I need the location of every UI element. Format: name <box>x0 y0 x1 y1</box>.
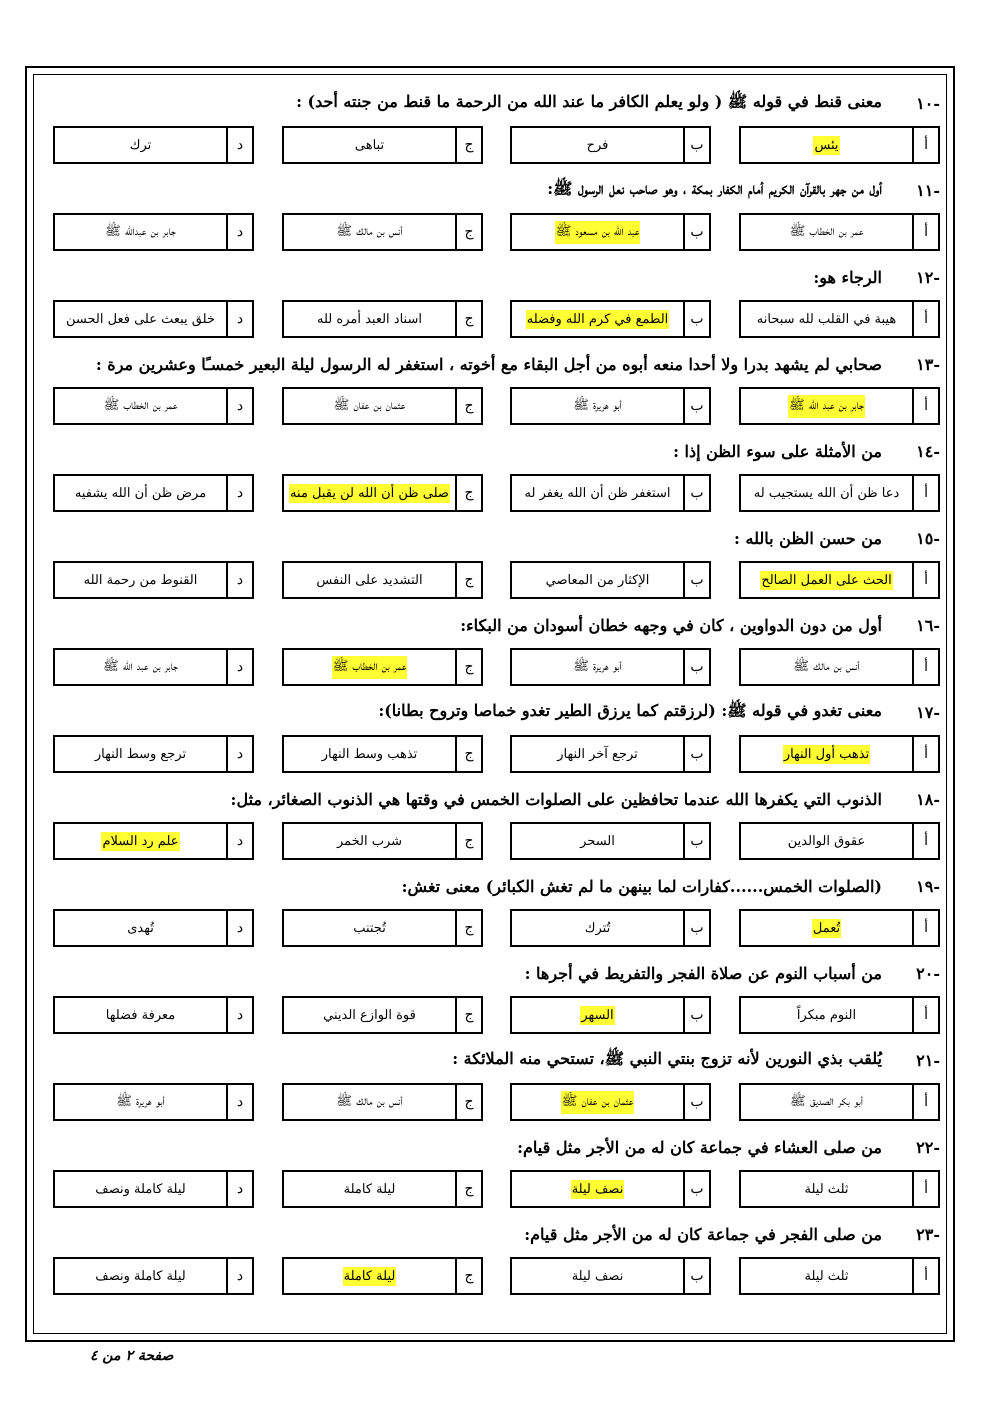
option-text: تباهى <box>354 137 385 153</box>
option-text-cell <box>512 737 683 771</box>
question-text: الذنوب التي يكفرها الله عندما تحافظين على الصلوات الخمس في وقتها هي الذنوب الصغائر، مثل: <box>230 789 882 809</box>
question-number: -١٥ <box>916 528 940 548</box>
option-text-cell <box>741 302 912 336</box>
option-text-cell <box>284 1259 455 1293</box>
question-block <box>34 1132 946 1216</box>
option-text-cell <box>512 911 683 945</box>
option-text: أنس بن مالك ﷺ <box>336 1093 403 1109</box>
question-block <box>34 1045 946 1129</box>
option-letter: أ <box>912 128 938 162</box>
option-text-cell <box>512 824 683 858</box>
answer-option[interactable] <box>739 213 940 251</box>
options-row <box>52 648 940 688</box>
option-text-cell <box>284 650 455 684</box>
option-letter: ب <box>683 650 709 684</box>
option-text: ليلة كاملة ونصف <box>95 1181 186 1197</box>
option-text-cell <box>512 476 683 510</box>
option-text: عمر بن الخطاب ﷺ <box>789 223 864 239</box>
option-text: ترجع وسط النهار <box>94 746 187 762</box>
option-letter: ج <box>455 824 481 858</box>
answer-option[interactable] <box>282 126 483 164</box>
question-number: -٢٢ <box>916 1137 940 1157</box>
option-text: نصف ليلة <box>571 1268 624 1284</box>
option-text: ثلث ليلة <box>804 1268 849 1284</box>
question-text: من حسن الظن بالله : <box>734 528 882 548</box>
option-letter: ج <box>455 128 481 162</box>
answer-option[interactable] <box>739 387 940 425</box>
option-text-cell <box>55 476 226 510</box>
answer-option[interactable] <box>282 213 483 251</box>
option-text: فرح <box>586 137 609 153</box>
answer-option[interactable] <box>510 474 711 512</box>
option-text: القنوط من رحمة الله <box>83 572 198 588</box>
question-line <box>40 349 940 379</box>
answer-option[interactable] <box>510 909 711 947</box>
option-text-cell <box>284 215 455 249</box>
option-text-cell <box>741 998 912 1032</box>
option-text: الإكثار من المعاصي <box>545 572 650 588</box>
option-letter: ج <box>455 650 481 684</box>
option-letter: د <box>226 824 252 858</box>
option-text: عمر بن الخطاب ﷺ <box>103 397 178 413</box>
answer-option[interactable] <box>510 1170 711 1208</box>
option-text-highlighted: الحث على العمل الصالح <box>761 572 892 588</box>
option-text-cell <box>741 476 912 510</box>
page-frame <box>25 66 955 1342</box>
option-text-highlighted: ليلة كاملة <box>343 1268 396 1284</box>
option-letter: ب <box>683 476 709 510</box>
option-text: شرب الخمر <box>336 833 403 849</box>
question-text: معنى تغدو في قوله ﷺ: (لرزقتم كما يرزق الطير تغدو خماصا وتروح بطانا): <box>378 700 882 720</box>
question-line <box>40 436 940 466</box>
option-text-highlighted: علم رد السلام <box>102 833 179 849</box>
option-text-cell <box>512 302 683 336</box>
option-text-highlighted: عمر بن الخطاب ﷺ <box>332 656 408 679</box>
option-letter: د <box>226 302 252 336</box>
option-letter: أ <box>912 389 938 423</box>
answer-option[interactable] <box>739 1257 940 1295</box>
option-text-cell <box>284 302 455 336</box>
answer-option[interactable] <box>739 1083 940 1121</box>
question-block <box>34 523 946 607</box>
option-text: أبو بكر الصديق ﷺ <box>790 1093 863 1109</box>
answer-option[interactable] <box>282 1170 483 1208</box>
answer-option[interactable] <box>739 474 940 512</box>
question-line <box>40 262 940 292</box>
answer-option[interactable] <box>739 1170 940 1208</box>
options-row <box>52 387 940 427</box>
option-text-cell <box>284 911 455 945</box>
option-text: تذهب وسط النهار <box>321 746 418 762</box>
option-letter: أ <box>912 998 938 1032</box>
option-text-highlighted: الطمع في كرم الله وفضله <box>526 311 669 327</box>
question-number: -٢٣ <box>916 1224 940 1244</box>
option-text-cell <box>741 650 912 684</box>
option-text-cell <box>284 389 455 423</box>
question-block <box>34 175 946 259</box>
option-text-cell <box>55 650 226 684</box>
option-text-cell <box>512 1172 683 1206</box>
option-text-highlighted: يئس <box>814 137 839 153</box>
question-block <box>34 88 946 172</box>
option-letter: ب <box>683 215 709 249</box>
question-text: من صلى العشاء في جماعة كان له من الأجر مثل قيام: <box>517 1137 882 1157</box>
option-letter: ب <box>683 1259 709 1293</box>
answer-option[interactable] <box>510 1083 711 1121</box>
answer-option[interactable] <box>53 648 254 686</box>
answer-option[interactable] <box>510 648 711 686</box>
option-letter: أ <box>912 302 938 336</box>
option-text-cell <box>512 128 683 162</box>
option-letter: د <box>226 563 252 597</box>
options-row <box>52 735 940 775</box>
options-row <box>52 996 940 1036</box>
option-letter: د <box>226 389 252 423</box>
option-text: تُهدى <box>127 920 154 936</box>
question-text: أول من دون الدواوين ، كان في وجهه خطان أسودان من البكاء: <box>460 615 882 635</box>
option-letter: ب <box>683 737 709 771</box>
question-text: من صلى الفجر في جماعة كان له من الأجر مثل قيام: <box>524 1224 882 1244</box>
answer-option[interactable] <box>282 387 483 425</box>
option-letter: ب <box>683 1085 709 1119</box>
option-letter: ب <box>683 563 709 597</box>
option-text: تُجتنب <box>353 920 386 936</box>
option-text: ليلة كاملة <box>343 1181 396 1197</box>
option-text: التشديد على النفس <box>316 572 423 588</box>
question-line <box>40 871 940 901</box>
option-letter: د <box>226 911 252 945</box>
answer-option[interactable] <box>282 648 483 686</box>
question-line <box>40 175 940 205</box>
option-letter: أ <box>912 911 938 945</box>
answer-option[interactable] <box>53 387 254 425</box>
option-letter: ب <box>683 302 709 336</box>
option-text: ثلث ليلة <box>804 1181 849 1197</box>
option-text-cell <box>55 911 226 945</box>
option-text-cell <box>741 1259 912 1293</box>
option-text-cell <box>284 476 455 510</box>
answer-option[interactable] <box>282 561 483 599</box>
question-line <box>40 697 940 727</box>
answer-option[interactable] <box>282 996 483 1034</box>
option-letter: ب <box>683 998 709 1032</box>
question-line <box>40 88 940 118</box>
option-text-cell <box>284 563 455 597</box>
option-text-highlighted: عبد الله بن مسعود ﷺ <box>555 221 641 244</box>
question-number: -٢١ <box>916 1050 940 1070</box>
option-letter: د <box>226 1085 252 1119</box>
answer-option[interactable] <box>510 387 711 425</box>
question-text: يُلقب بذي النورين لأنه تزوج بنتي النبي ﷺ، تستحي منه الملائكة : <box>452 1048 882 1068</box>
option-letter: ج <box>455 1259 481 1293</box>
option-text: أنس بن مالك ﷺ <box>793 658 860 674</box>
option-letter: ج <box>455 1085 481 1119</box>
option-text-cell <box>741 1172 912 1206</box>
option-text-highlighted: صلى ظن أن الله لن يقبل منه <box>290 485 449 501</box>
option-letter: ج <box>455 998 481 1032</box>
option-letter: ب <box>683 128 709 162</box>
option-text: النوم مبكراً <box>796 1007 857 1023</box>
question-line <box>40 1132 940 1162</box>
option-letter: ج <box>455 302 481 336</box>
option-text: أبو هريرة ﷺ <box>573 658 622 674</box>
options-row <box>52 213 940 253</box>
option-text-cell <box>512 389 683 423</box>
answer-option[interactable] <box>739 996 940 1034</box>
answer-option[interactable] <box>282 735 483 773</box>
option-letter: ج <box>455 476 481 510</box>
question-number: -١١ <box>916 180 940 200</box>
option-letter: ج <box>455 911 481 945</box>
question-text: صحابي لم يشهد بدرا ولا أحدا منعه أبوه من أجل البقاء مع أخوته ، استغفر له الرسول ليلة البعير خمسـًا وعشرين مرة : <box>95 354 882 374</box>
answer-option[interactable] <box>53 1083 254 1121</box>
option-text: أبو هريرة ﷺ <box>573 397 622 413</box>
option-text-cell <box>512 1085 683 1119</box>
option-text-cell <box>55 1259 226 1293</box>
option-text-cell <box>55 824 226 858</box>
question-line <box>40 784 940 814</box>
question-number: -١٧ <box>916 702 940 722</box>
option-text: قوة الوازع الديني <box>323 1007 416 1023</box>
option-letter: د <box>226 737 252 771</box>
option-letter: أ <box>912 215 938 249</box>
question-text: أول من جهر بالقرآن الكريم أمام الكفار بمكة ، وهو صاحب نعل الرسول ﷺ: <box>547 178 882 198</box>
question-block <box>34 1219 946 1303</box>
option-letter: ج <box>455 1172 481 1206</box>
answer-option[interactable] <box>510 735 711 773</box>
answer-option[interactable] <box>739 561 940 599</box>
option-text: اسناد العبد أمره لله <box>317 311 422 327</box>
options-row <box>52 1083 940 1123</box>
option-letter: د <box>226 1259 252 1293</box>
answer-option[interactable] <box>282 1083 483 1121</box>
question-number: -٢٠ <box>916 963 940 983</box>
answer-option[interactable] <box>53 561 254 599</box>
question-text: من الأمثلة على سوء الظن إذا : <box>673 441 882 461</box>
question-text: (الصلوات الخمس......كفارات لما بينهن ما لم تغش الكبائر) معنى تغش: <box>401 876 882 896</box>
option-letter: ج <box>455 563 481 597</box>
option-text-cell <box>55 215 226 249</box>
answer-option[interactable] <box>53 126 254 164</box>
option-text-cell <box>741 215 912 249</box>
option-letter: ب <box>683 824 709 858</box>
answer-option[interactable] <box>53 1257 254 1295</box>
option-text-cell <box>741 737 912 771</box>
option-letter: ب <box>683 911 709 945</box>
option-text: أبو هريرة ﷺ <box>116 1093 165 1109</box>
option-text-cell <box>55 563 226 597</box>
question-block <box>34 349 946 433</box>
question-line <box>40 958 940 988</box>
options-row <box>52 300 940 340</box>
option-letter: أ <box>912 1172 938 1206</box>
question-block <box>34 262 946 346</box>
option-text-cell <box>284 1085 455 1119</box>
options-row <box>52 474 940 514</box>
option-text-cell <box>284 998 455 1032</box>
question-text: من أسباب النوم عن صلاة الفجر والتفريط في أجرها : <box>524 963 882 983</box>
option-text: ليلة كاملة ونصف <box>95 1268 186 1284</box>
option-letter: أ <box>912 563 938 597</box>
option-letter: ب <box>683 1172 709 1206</box>
option-letter: أ <box>912 1085 938 1119</box>
option-text: معرفة فضلها <box>105 1007 176 1023</box>
option-text-cell <box>284 737 455 771</box>
option-text-cell <box>741 563 912 597</box>
question-block <box>34 697 946 781</box>
option-text: تُترك <box>584 920 611 936</box>
option-letter: أ <box>912 1259 938 1293</box>
question-line <box>40 1219 940 1249</box>
option-letter: ب <box>683 389 709 423</box>
question-text: معنى قنط في قوله ﷺ ( ولو يعلم الكافر ما عند الله من الرحمة ما قنط من جنته أحد) : <box>296 91 882 111</box>
page-frame-inner <box>33 74 947 1334</box>
option-letter: د <box>226 650 252 684</box>
question-block <box>34 784 946 868</box>
option-letter: د <box>226 215 252 249</box>
answer-option[interactable] <box>739 648 940 686</box>
answer-option[interactable] <box>510 126 711 164</box>
answer-option[interactable] <box>53 735 254 773</box>
option-text-cell <box>512 563 683 597</box>
option-letter: د <box>226 128 252 162</box>
question-number: -١٠ <box>916 93 940 113</box>
answer-option[interactable] <box>739 735 940 773</box>
answer-option[interactable] <box>510 996 711 1034</box>
option-letter: أ <box>912 824 938 858</box>
answer-option[interactable] <box>53 474 254 512</box>
page-number: صفحة ٢ من ٤ <box>90 1348 174 1364</box>
option-text-cell <box>55 128 226 162</box>
question-block <box>34 958 946 1042</box>
answer-option[interactable] <box>510 1257 711 1295</box>
option-text-cell <box>55 998 226 1032</box>
option-text: دعا ظن أن الله يستجيب له <box>753 485 900 501</box>
answer-option[interactable] <box>282 909 483 947</box>
option-text-highlighted: السهر <box>581 1007 614 1023</box>
options-row <box>52 126 940 166</box>
options-row <box>52 561 940 601</box>
question-block <box>34 436 946 520</box>
option-text-cell <box>284 824 455 858</box>
option-text-highlighted: عثمان بن عفان ﷺ <box>561 1091 635 1114</box>
option-letter: أ <box>912 737 938 771</box>
option-text-cell <box>284 1172 455 1206</box>
answer-option[interactable] <box>739 300 940 338</box>
option-text-cell <box>512 998 683 1032</box>
option-text-cell <box>512 215 683 249</box>
option-text-highlighted: تذهب أول النهار <box>783 746 870 762</box>
answer-option[interactable] <box>282 474 483 512</box>
option-letter: د <box>226 1172 252 1206</box>
answer-option[interactable] <box>282 300 483 338</box>
answer-option[interactable] <box>53 909 254 947</box>
option-text: ترجع آخر النهار <box>557 746 638 762</box>
option-text: مرض ظن أن الله يشفيه <box>74 485 207 501</box>
answer-option[interactable] <box>53 1170 254 1208</box>
option-text-cell <box>512 650 683 684</box>
question-number: -١٩ <box>916 876 940 896</box>
option-text-highlighted: نصف ليلة <box>571 1181 624 1197</box>
option-letter: د <box>226 476 252 510</box>
option-text: عثمان بن عفان ﷺ <box>333 397 406 413</box>
answer-option[interactable] <box>510 561 711 599</box>
option-text-cell <box>741 1085 912 1119</box>
answer-option[interactable] <box>282 1257 483 1295</box>
answer-option[interactable] <box>739 822 940 860</box>
options-row <box>52 1257 940 1297</box>
option-text: أنس بن مالك ﷺ <box>336 223 403 239</box>
option-letter: أ <box>912 476 938 510</box>
option-text-cell <box>741 824 912 858</box>
answer-option[interactable] <box>739 909 940 947</box>
option-letter: ج <box>455 215 481 249</box>
answer-option[interactable] <box>282 822 483 860</box>
option-text-cell <box>512 1259 683 1293</box>
options-row <box>52 1170 940 1210</box>
option-text-cell <box>55 302 226 336</box>
options-row <box>52 909 940 949</box>
question-block <box>34 610 946 694</box>
question-line <box>40 1045 940 1075</box>
question-number: -١٣ <box>916 354 940 374</box>
answer-option[interactable] <box>510 213 711 251</box>
option-letter: أ <box>912 650 938 684</box>
option-text-cell <box>55 1172 226 1206</box>
option-text-cell <box>741 389 912 423</box>
question-line <box>40 523 940 553</box>
option-letter: ج <box>455 737 481 771</box>
answer-option[interactable] <box>510 300 711 338</box>
question-text: الرجاء هو: <box>813 267 882 287</box>
option-text-cell <box>55 1085 226 1119</box>
question-number: -١٢ <box>916 267 940 287</box>
question-number: -١٨ <box>916 789 940 809</box>
answer-option[interactable] <box>53 213 254 251</box>
answer-option[interactable] <box>53 996 254 1034</box>
option-text: جابر بن عبدالله ﷺ <box>105 223 176 239</box>
option-letter: د <box>226 998 252 1032</box>
option-text-cell <box>55 389 226 423</box>
question-block <box>34 871 946 955</box>
option-text: السحر <box>580 833 615 849</box>
question-number: -١٤ <box>916 441 940 461</box>
option-text: ترك <box>129 137 152 153</box>
answer-option[interactable] <box>53 822 254 860</box>
option-text: عقوق الوالدين <box>787 833 866 849</box>
option-text: استغفر ظن أن الله يغفر له <box>524 485 671 501</box>
options-row <box>52 822 940 862</box>
answer-option[interactable] <box>739 126 940 164</box>
option-text-cell <box>741 128 912 162</box>
answer-option[interactable] <box>510 822 711 860</box>
option-letter: ج <box>455 389 481 423</box>
answer-option[interactable] <box>53 300 254 338</box>
question-number: -١٦ <box>916 615 940 635</box>
question-line <box>40 610 940 640</box>
option-text: جابر بن عبد الله ﷺ <box>103 658 178 674</box>
option-text: خلق يبعث على فعل الحسن <box>66 311 215 327</box>
option-text-highlighted: تُعمل <box>812 920 841 936</box>
option-text-highlighted: جابر بن عبد الله ﷺ <box>788 395 865 418</box>
option-text-cell <box>284 128 455 162</box>
option-text-cell <box>741 911 912 945</box>
option-text-cell <box>55 737 226 771</box>
option-text: هيبة في القلب لله سبحانه <box>756 311 897 327</box>
